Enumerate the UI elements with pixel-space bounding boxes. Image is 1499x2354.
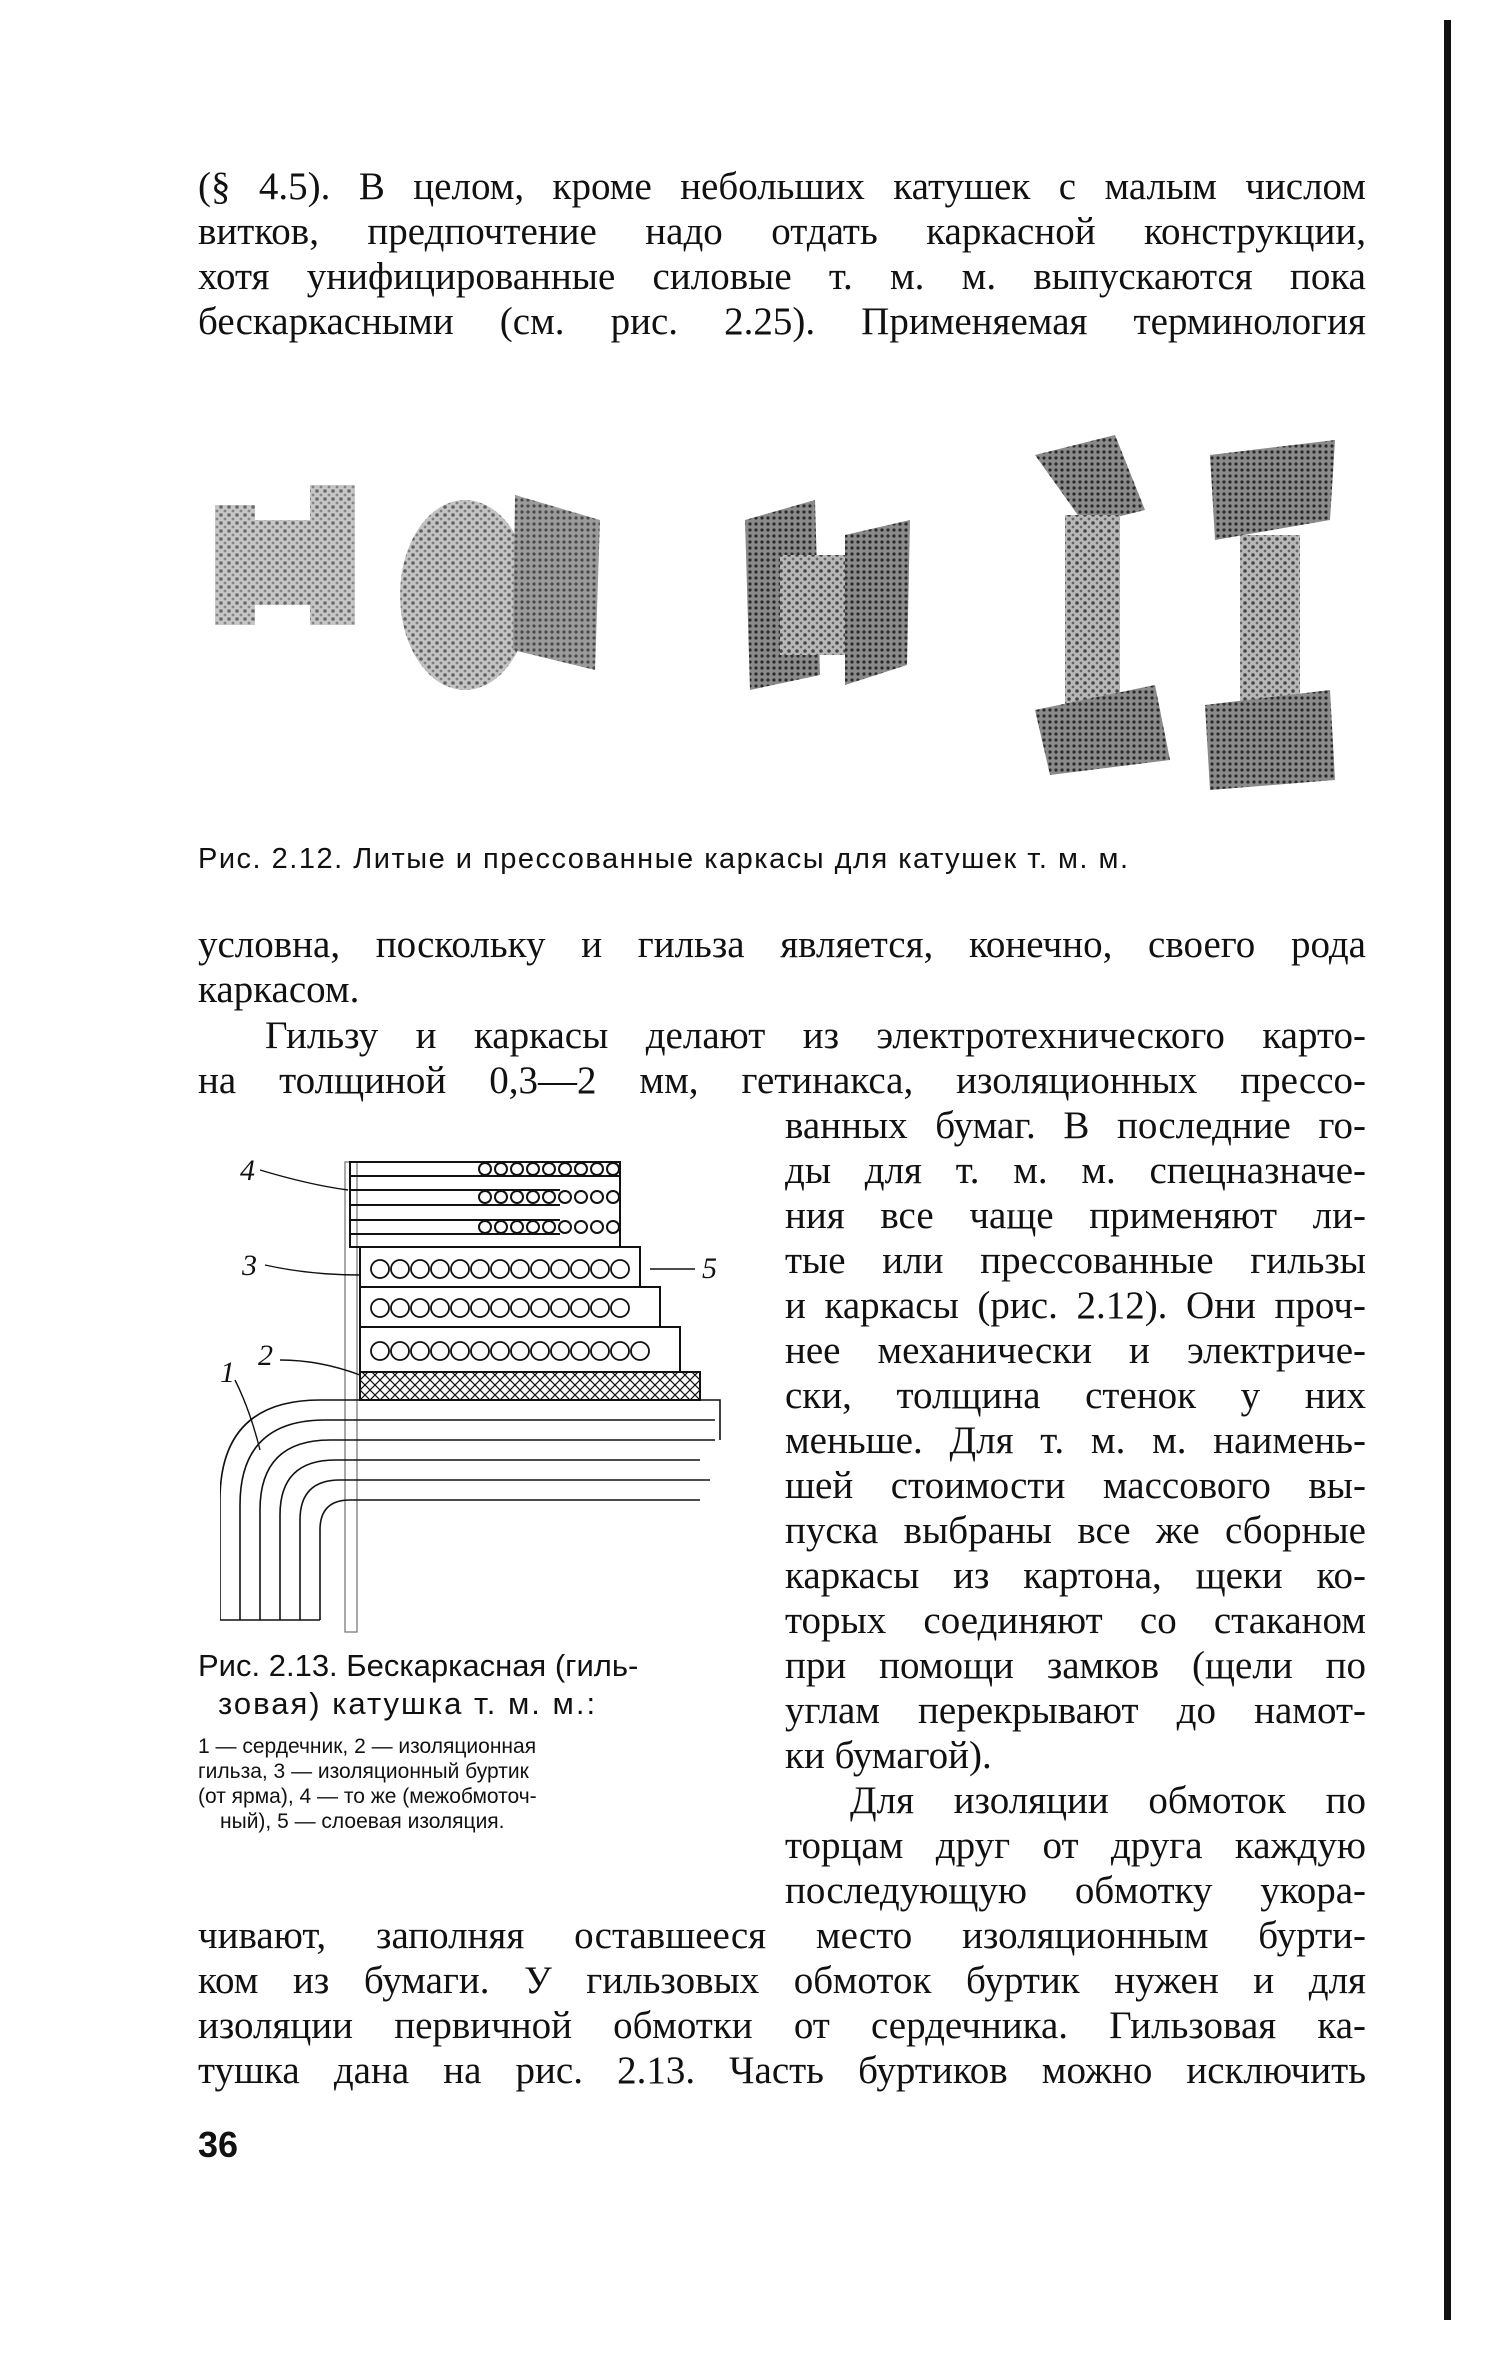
text-line: последующую обмотку укора-: [785, 1869, 1366, 1912]
label-4: 4: [240, 1154, 255, 1187]
cast-frame-1: [215, 485, 355, 625]
tall-bobbin-4: [1035, 435, 1170, 775]
text-line: условна, поскольку и гильза является, конечно, своего рода: [198, 923, 1366, 966]
text-line: нее механически и электриче-: [785, 1329, 1366, 1372]
tall-bobbin-5: [1205, 440, 1335, 790]
text-line: Гильзу и каркасы делают из электротехнического карто-: [265, 1014, 1366, 1057]
text-line: (§ 4.5). В целом, кроме небольших катушек с малым числом: [198, 165, 1366, 208]
text-line: бескаркасными (см. рис. 2.25). Применяемая терминология: [198, 300, 1366, 343]
text-line: шей стоимости массового вы-: [785, 1464, 1366, 1507]
figure-2-13-diagram: [220, 1150, 740, 1640]
caption-legend-line: (от ярма), 4 — то же (межобмоточ-: [198, 1785, 537, 1808]
label-1: 1: [220, 1356, 235, 1389]
text-line: торых соединяют со стаканом: [785, 1599, 1366, 1642]
text-line: хотя унифицированные силовые т. м. м. выпускаются пока: [198, 255, 1366, 298]
text-line: тые или прессованные гильзы: [785, 1239, 1366, 1282]
caption-legend-line: гильза, 3 — изоляционный буртик: [198, 1760, 529, 1783]
text-line: торцам друг от друга каждую: [785, 1824, 1366, 1867]
text-line: изоляции первичной обмотки от сердечника. Гильзовая ка-: [198, 2004, 1366, 2047]
text-line: углам перекрывают до намот-: [785, 1689, 1366, 1732]
caption-legend-line: ный), 5 — слоевая изоляция.: [220, 1810, 505, 1833]
text-line: ния все чаще применяют ли-: [785, 1194, 1366, 1237]
text-line: на толщиной 0,3—2 мм, гетинакса, изоляционных прессо-: [198, 1059, 1366, 1102]
text-line: ванных бумаг. В последние го-: [785, 1104, 1366, 1147]
label-3: 3: [242, 1249, 257, 1282]
caption-legend-line: 1 — сердечник, 2 — изоляционная: [198, 1735, 537, 1758]
text-line: и каркасы (рис. 2.12). Они проч-: [785, 1284, 1366, 1327]
text-line: каркасы из картона, щеки ко-: [785, 1554, 1366, 1597]
label-2: 2: [258, 1339, 273, 1372]
text-line: пуска выбраны все же сборные: [785, 1509, 1366, 1552]
text-line: ком из бумаги. У гильзовых обмоток буртик нужен и для: [198, 1959, 1366, 2002]
cast-frame-2: [400, 495, 600, 690]
text-line: чивают, заполняя оставшееся место изоляционным бурти-: [198, 1914, 1366, 1957]
text-line: тушка дана на рис. 2.13. Часть буртиков можно исключить: [198, 2049, 1366, 2092]
text-line: каркасом.: [198, 968, 360, 1011]
page-number: 36: [198, 2124, 239, 2165]
figure-2-12-image: [195, 425, 1335, 795]
text-line: меньше. Для т. м. м. наимень-: [785, 1419, 1366, 1462]
figure-2-12-caption: Рис. 2.12. Литые и прессованные каркасы для катушек т. м. м.: [198, 843, 1130, 875]
text-line: ки бумагой).: [785, 1734, 992, 1777]
text-line: Для изоляции обмоток по: [850, 1779, 1366, 1822]
label-5: 5: [702, 1252, 717, 1285]
caption-title-line: зовая) катушка т. м. м.:: [218, 1686, 598, 1721]
caption-title-line: Рис. 2.13. Бескаркасная (гиль-: [198, 1648, 639, 1683]
text-line: витков, предпочтение надо отдать каркасной конструкции,: [198, 210, 1366, 253]
page-edge-rule: [1444, 20, 1451, 2320]
text-line: при помощи замков (щели по: [785, 1644, 1366, 1687]
text-line: ски, толщина стенок у них: [785, 1374, 1366, 1417]
pressed-frame-3: [745, 500, 910, 690]
text-line: ды для т. м. м. спецназначе-: [785, 1149, 1366, 1192]
